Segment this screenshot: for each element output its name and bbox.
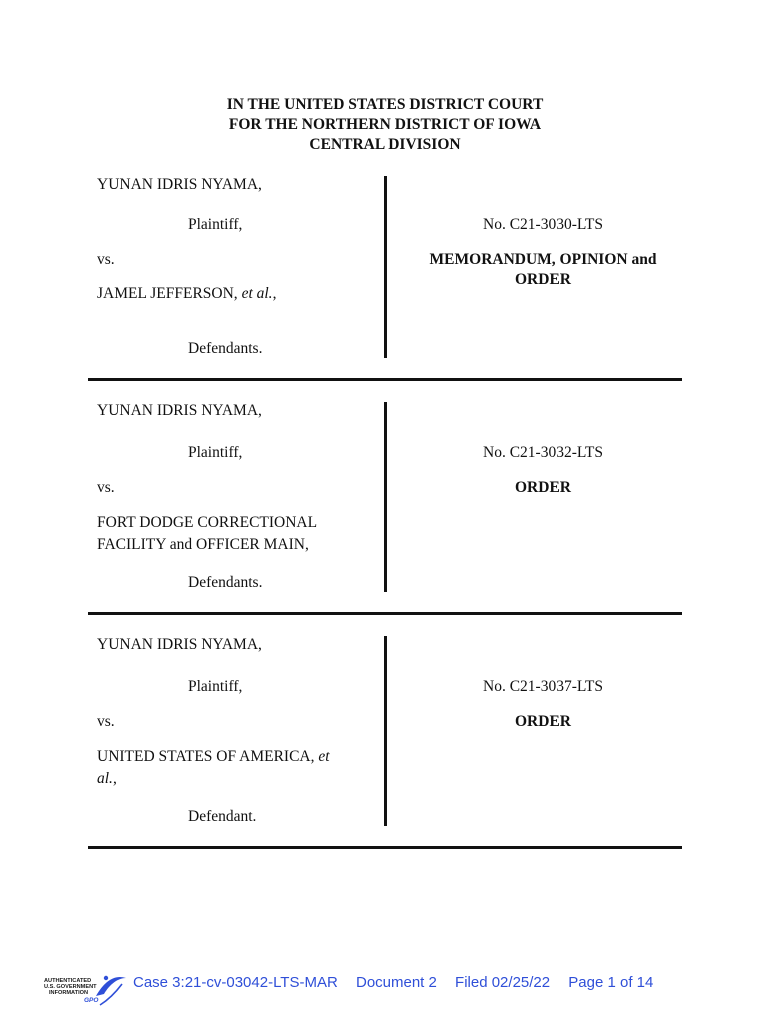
plaintiff-name: YUNAN IDRIS NYAMA, [97, 402, 262, 419]
svg-text:AUTHENTICATED: AUTHENTICATED [44, 978, 92, 984]
caption-divider-horizontal [88, 612, 682, 615]
document-title: MEMORANDUM, OPINION and ORDER [429, 251, 657, 288]
footer-page: Page 1 of 14 [568, 974, 654, 991]
court-division: CENTRAL DIVISION [309, 136, 461, 153]
page-footer [44, 970, 704, 1010]
svg-text:INFORMATION: INFORMATION [49, 990, 89, 996]
plaintiff-role: Plaintiff, [188, 216, 243, 233]
plaintiff-role: Plaintiff, [188, 444, 243, 461]
caption-divider-horizontal [88, 846, 682, 849]
versus: vs. [97, 251, 115, 268]
case-caption-2 [88, 402, 682, 622]
document-title: ORDER [515, 713, 571, 730]
court-name: IN THE UNITED STATES DISTRICT COURT [226, 96, 544, 113]
plaintiff-name: YUNAN IDRIS NYAMA, [97, 176, 262, 193]
caption-divider-vertical [384, 636, 387, 826]
gpo-authenticated-logo [44, 972, 128, 1008]
plaintiff-name: YUNAN IDRIS NYAMA, [97, 636, 262, 653]
caption-divider-vertical [384, 176, 387, 358]
court-district: FOR THE NORTHERN DISTRICT OF IOWA [228, 116, 542, 133]
footer-case-info [133, 974, 667, 991]
footer-document: Document 2 [355, 974, 437, 991]
court-header [0, 95, 770, 155]
footer-filed-date: Filed 02/25/22 [455, 974, 551, 991]
versus: vs. [97, 713, 115, 730]
svg-text:U.S. GOVERNMENT: U.S. GOVERNMENT [44, 984, 97, 990]
versus: vs. [97, 479, 115, 496]
document-title: ORDER [515, 479, 571, 496]
case-caption-3 [88, 636, 682, 856]
caption-divider-vertical [384, 402, 387, 592]
svg-text:GPO: GPO [84, 997, 99, 1004]
footer-case-number: Case 3:21-cv-03042-LTS-MAR [133, 974, 338, 991]
case-caption-1 [88, 176, 682, 386]
caption-divider-horizontal [88, 378, 682, 381]
defendant-role: Defendants. [188, 574, 263, 591]
plaintiff-role: Plaintiff, [188, 678, 243, 695]
defendant-name: FORT DODGE CORRECTIONAL FACILITY and OFFICER MAIN, [97, 514, 318, 553]
case-number: No. C21-3030-LTS [483, 216, 603, 233]
case-number: No. C21-3037-LTS [483, 678, 603, 695]
case-number: No. C21-3032-LTS [483, 444, 603, 461]
defendant-role: Defendants. [188, 340, 263, 357]
defendant-name: JAMEL JEFFERSON, et al., [97, 285, 277, 302]
defendant-role: Defendant. [188, 808, 257, 825]
defendant-name: UNITED STATES OF AMERICA, et al., [97, 748, 330, 787]
